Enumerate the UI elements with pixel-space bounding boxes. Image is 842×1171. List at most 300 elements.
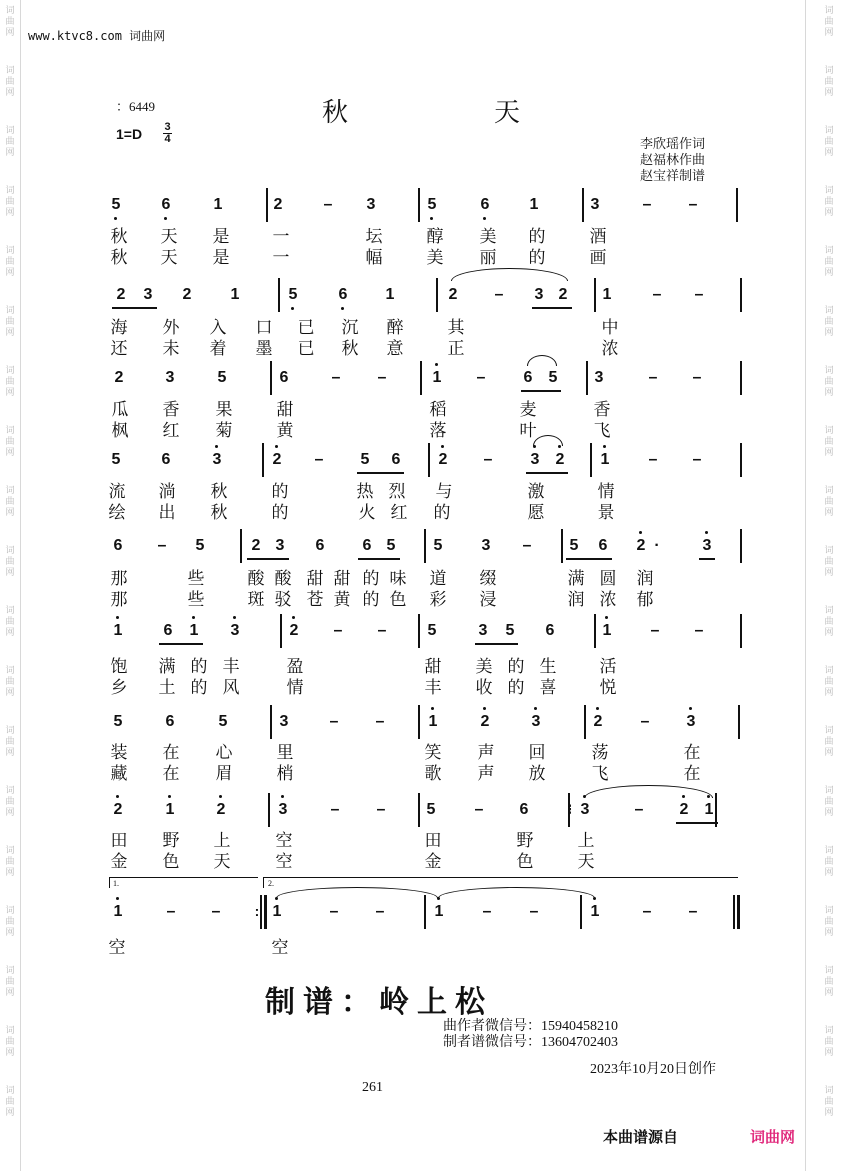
- lyric-char: 梢: [276, 764, 294, 784]
- note: 2: [553, 451, 567, 469]
- note: 6: [163, 622, 173, 639]
- beam: [521, 390, 561, 392]
- watermark-text: 词 曲 网: [5, 306, 15, 338]
- watermark-text: 词 曲 网: [5, 1086, 15, 1118]
- lyric-char: 墨: [255, 339, 273, 359]
- watermark-text: 词 曲 网: [824, 906, 834, 938]
- note: ·: [654, 537, 660, 554]
- composer-wechat: 曲作者微信号：15940458210: [443, 1019, 618, 1034]
- barline: [436, 278, 438, 312]
- note: 3: [228, 622, 242, 640]
- barline: [733, 895, 735, 929]
- barline: [740, 361, 742, 395]
- barline: [262, 443, 264, 477]
- watermark-text: 词 曲 网: [5, 6, 15, 38]
- note: 2: [287, 622, 301, 640]
- slur: [584, 785, 713, 798]
- watermark-text: 词 曲 网: [824, 726, 834, 758]
- note: –: [375, 903, 385, 920]
- barline: [270, 705, 272, 739]
- lyric-char: 热: [356, 482, 374, 502]
- lyric-char: 海: [110, 318, 128, 338]
- note: 5: [218, 713, 228, 730]
- watermark-text: 词 曲 网: [824, 6, 834, 38]
- lyric-char: 美: [479, 227, 497, 247]
- lyric-char: 浓: [601, 339, 619, 359]
- song-title-left: 秋: [322, 98, 349, 128]
- lyric-char: 圆: [599, 569, 617, 589]
- lyric-char: 外: [162, 318, 180, 338]
- beam: [358, 558, 400, 560]
- lyric-char: 愿: [527, 503, 545, 523]
- credit-lyricist: 李欣瑶作词: [640, 137, 706, 152]
- barline: [428, 443, 430, 477]
- page-number: 261: [362, 1080, 383, 1095]
- beam: [247, 558, 289, 560]
- lyric-char: 笑: [424, 743, 442, 763]
- barline: [424, 895, 426, 929]
- note: 3: [366, 196, 376, 213]
- note: 1: [187, 622, 201, 640]
- lyric-char: 郁: [636, 590, 654, 610]
- lyric-char: 荡: [591, 743, 609, 763]
- lyric-char: 丰: [222, 657, 240, 677]
- lyric-char: 与: [435, 482, 453, 502]
- volta-2-label: 2.: [268, 879, 274, 888]
- lyric-char: 那: [110, 590, 128, 610]
- song-title-right: 天: [494, 98, 521, 128]
- lyric-char: 一: [272, 227, 290, 247]
- lyric-char: 润: [636, 569, 654, 589]
- lyric-char: 空: [271, 938, 289, 958]
- note: –: [642, 196, 652, 213]
- site-header[interactable]: www.ktvc8.com 词曲网: [28, 29, 166, 43]
- lyric-char: 还: [110, 339, 128, 359]
- lyric-char: 的: [271, 503, 289, 523]
- lyric-char: 那: [110, 569, 128, 589]
- lyric-char: 叶: [519, 421, 537, 441]
- note: 1: [111, 903, 125, 921]
- note: 5: [113, 713, 123, 730]
- barline: [586, 361, 588, 395]
- slur: [527, 355, 557, 366]
- note: 6: [478, 196, 492, 214]
- note: 1: [230, 286, 240, 303]
- lyric-char: 丽: [479, 248, 497, 268]
- lyric-char: 歌: [424, 764, 442, 784]
- lyric-char: 的: [528, 227, 546, 247]
- note: 2: [677, 801, 691, 819]
- watermark-text: 词 曲 网: [5, 666, 15, 698]
- lyric-char: 一: [272, 248, 290, 268]
- note: –: [329, 713, 339, 730]
- note: –: [377, 369, 387, 386]
- lyric-char: 情: [286, 678, 304, 698]
- lyric-char: 甜: [424, 657, 442, 677]
- watermark-text: 词 曲 网: [5, 426, 15, 458]
- lyric-char: 甜: [306, 569, 324, 589]
- watermark-text: 词 曲 网: [824, 666, 834, 698]
- lyric-char: 斑: [247, 590, 265, 610]
- lyric-char: 酒: [589, 227, 607, 247]
- lyric-char: 乡: [110, 678, 128, 698]
- note: –: [157, 537, 167, 554]
- watermark-text: 词 曲 网: [824, 1086, 834, 1118]
- watermark-text: 词 曲 网: [5, 906, 15, 938]
- lyric-char: 丰: [424, 678, 442, 698]
- lyric-char: 的: [190, 678, 208, 698]
- note: 2: [273, 196, 283, 213]
- lyric-char: 声: [477, 764, 495, 784]
- barline: [240, 529, 242, 563]
- note: 6: [159, 196, 173, 214]
- note: –: [694, 286, 704, 303]
- lyric-char: 活: [599, 657, 617, 677]
- note: 2: [558, 286, 568, 303]
- note: 3: [478, 622, 488, 639]
- lyric-char: 的: [362, 590, 380, 610]
- lyric-char: 出: [158, 503, 176, 523]
- lyric-char: 画: [589, 248, 607, 268]
- watermark-text: 词 曲 网: [824, 846, 834, 878]
- lyric-char: 野: [516, 831, 534, 851]
- credit-composer: 赵福林作曲: [640, 153, 706, 168]
- lyric-char: 色: [516, 852, 534, 872]
- lyric-char: 坛: [365, 227, 383, 247]
- lyric-char: 秋: [110, 248, 128, 268]
- lyric-char: 菊: [215, 421, 233, 441]
- lyric-char: 黄: [333, 590, 351, 610]
- lyric-char: 已: [297, 318, 315, 338]
- watermark-text: 词 曲 网: [824, 366, 834, 398]
- note: 3: [534, 286, 544, 303]
- barline: [278, 278, 280, 312]
- arranger-wechat: 制者谱微信号：13604702403: [443, 1035, 618, 1050]
- note: 6: [336, 286, 350, 304]
- lyric-char: 甜: [333, 569, 351, 589]
- lyric-char: 美: [426, 248, 444, 268]
- note: 2: [111, 801, 125, 819]
- watermark-text: 词 曲 网: [824, 66, 834, 98]
- lyric-char: 在: [162, 743, 180, 763]
- lyric-char: 风: [222, 678, 240, 698]
- note: 3: [590, 196, 600, 213]
- barline: [738, 705, 740, 739]
- lyric-char: 的: [528, 248, 546, 268]
- note: 2: [448, 286, 458, 303]
- barline: [418, 614, 420, 648]
- credit-arranger: 赵宝祥制谱: [640, 169, 706, 184]
- beam: [475, 643, 518, 645]
- lyric-char: 幅: [365, 248, 383, 268]
- note: 3: [700, 537, 714, 555]
- note: –: [211, 903, 221, 920]
- note: 2: [436, 451, 450, 469]
- note: 3: [279, 713, 289, 730]
- note: 5: [286, 286, 300, 304]
- watermark-text: 词 曲 网: [5, 846, 15, 878]
- note: 1: [270, 903, 284, 921]
- volta-1-label: 1.: [113, 879, 119, 888]
- lyric-char: 红: [390, 503, 408, 523]
- note: 3: [684, 713, 698, 731]
- watermark-text: 词 曲 网: [5, 606, 15, 638]
- note: –: [640, 713, 650, 730]
- lyric-char: 瓜: [111, 400, 129, 420]
- note: 3: [210, 451, 224, 469]
- lyric-char: 果: [215, 400, 233, 420]
- lyric-char: 彩: [429, 590, 447, 610]
- note: 3: [165, 369, 175, 386]
- watermark-text: 词 曲 网: [5, 786, 15, 818]
- lyric-char: 美: [475, 657, 493, 677]
- lyric-char: 田: [110, 831, 128, 851]
- time-top: 3: [164, 121, 171, 133]
- note: –: [474, 801, 484, 818]
- right-margin-line: [805, 0, 806, 1171]
- lyric-char: 空: [275, 831, 293, 851]
- lyric-char: 红: [162, 421, 180, 441]
- barline: [740, 278, 742, 312]
- lyric-char: 天: [577, 852, 595, 872]
- note: 5: [109, 196, 123, 214]
- lyric-char: 土: [158, 678, 176, 698]
- note: –: [482, 903, 492, 920]
- watermark-text: 词 曲 网: [824, 246, 834, 278]
- note: –: [375, 713, 385, 730]
- lyric-char: 的: [362, 569, 380, 589]
- barline: [260, 895, 262, 929]
- note: 5: [195, 537, 205, 554]
- watermark-text: 词 曲 网: [824, 306, 834, 338]
- source-site-link[interactable]: 词曲网: [750, 1128, 796, 1146]
- note: –: [688, 903, 698, 920]
- watermark-text: 词 曲 网: [5, 366, 15, 398]
- note: 5: [217, 369, 227, 386]
- lyric-char: 秋: [110, 227, 128, 247]
- note: –: [483, 451, 493, 468]
- lyric-char: 情: [597, 482, 615, 502]
- lyric-char: 麦: [519, 400, 537, 420]
- note: 1: [588, 903, 602, 921]
- note: –: [476, 369, 486, 386]
- note: 3: [481, 537, 491, 554]
- source-label: 本曲谱源自: [603, 1128, 679, 1146]
- slur: [533, 435, 563, 446]
- lyric-char: 流: [108, 482, 126, 502]
- note: –: [329, 903, 339, 920]
- note: 6: [362, 537, 372, 554]
- barline: [418, 188, 420, 222]
- lyric-char: 稻: [429, 400, 447, 420]
- watermark-text: 词 曲 网: [824, 546, 834, 578]
- note: 1: [529, 196, 539, 213]
- note: 1: [111, 622, 125, 640]
- note: 1: [213, 196, 223, 213]
- lyric-char: 上: [213, 831, 231, 851]
- lyric-char: 金: [424, 852, 442, 872]
- lyric-char: 些: [187, 590, 205, 610]
- note: 1: [702, 801, 716, 819]
- lyric-char: 里: [276, 743, 294, 763]
- barline: [715, 793, 717, 827]
- lyric-char: 回: [528, 743, 546, 763]
- lyric-char: 的: [433, 503, 451, 523]
- lyric-char: 些: [187, 569, 205, 589]
- note: 2: [270, 451, 284, 469]
- note: 6: [523, 369, 533, 386]
- lyric-char: 是: [212, 227, 230, 247]
- note: 1: [426, 713, 440, 731]
- note: 6: [391, 451, 401, 468]
- beam: [566, 558, 612, 560]
- barline: [580, 895, 582, 929]
- note: –: [331, 369, 341, 386]
- lyric-char: 香: [593, 400, 611, 420]
- note: 5: [425, 196, 439, 214]
- barline: [594, 614, 596, 648]
- lyric-char: 满: [567, 569, 585, 589]
- lyric-char: 色: [162, 852, 180, 872]
- note: –: [634, 801, 644, 818]
- barline: [740, 529, 742, 563]
- creation-date: 2023年10月20日创作: [590, 1062, 716, 1077]
- arranger-stamp: 制谱：岭上松: [265, 985, 493, 1020]
- note: 5: [505, 622, 515, 639]
- lyric-char: 激: [527, 482, 545, 502]
- left-margin-line: [20, 0, 21, 1171]
- note: 5: [548, 369, 558, 386]
- note: 5: [426, 801, 436, 818]
- lyric-char: 天: [160, 248, 178, 268]
- barline: [268, 793, 270, 827]
- lyric-char: 秋: [210, 482, 228, 502]
- lyric-char: 藏: [110, 764, 128, 784]
- lyric-char: 喜: [539, 678, 557, 698]
- barline: [584, 705, 586, 739]
- note: –: [692, 369, 702, 386]
- barline: [280, 614, 282, 648]
- song-code: ：6449: [116, 99, 156, 114]
- lyric-char: 的: [507, 678, 525, 698]
- watermark-text: 词 曲 网: [824, 1026, 834, 1058]
- watermark-text: 词 曲 网: [5, 546, 15, 578]
- watermark-text: 词 曲 网: [5, 186, 15, 218]
- lyric-char: 金: [110, 852, 128, 872]
- note: 6: [165, 713, 175, 730]
- barline-thick: [264, 895, 267, 929]
- lyric-char: 空: [275, 852, 293, 872]
- note: 1: [430, 369, 444, 387]
- beam: [357, 472, 404, 474]
- note: 2: [182, 286, 192, 303]
- lyric-char: 其: [447, 318, 465, 338]
- note: –: [648, 451, 658, 468]
- lyric-char: 上: [577, 831, 595, 851]
- note: 1: [602, 286, 612, 303]
- lyric-char: 在: [162, 764, 180, 784]
- lyric-char: 在: [683, 764, 701, 784]
- lyric-char: 生: [539, 657, 557, 677]
- lyric-char: 缀: [479, 569, 497, 589]
- lyric-char: 绘: [108, 503, 126, 523]
- lyric-char: 甜: [276, 400, 294, 420]
- note: 1: [385, 286, 395, 303]
- note: 5: [427, 622, 437, 639]
- lyric-char: 景: [597, 503, 615, 523]
- barline: [424, 529, 426, 563]
- watermark-text: 词 曲 网: [824, 426, 834, 458]
- lyric-char: 黄: [276, 421, 294, 441]
- note: 6: [315, 537, 325, 554]
- note: –: [166, 903, 176, 920]
- watermark-text: 词 曲 网: [5, 1026, 15, 1058]
- lyric-char: 酸: [247, 569, 265, 589]
- lyric-char: 淌: [158, 482, 176, 502]
- lyric-char: 苍: [306, 590, 324, 610]
- lyric-char: 放: [528, 764, 546, 784]
- lyric-char: 道: [429, 569, 447, 589]
- lyric-char: 着: [209, 339, 227, 359]
- lyric-char: 醉: [386, 318, 404, 338]
- note: –: [333, 622, 343, 639]
- lyric-char: 的: [271, 482, 289, 502]
- lyric-char: 饱: [110, 657, 128, 677]
- note: ⁝: [567, 801, 573, 817]
- barline: [582, 188, 584, 222]
- note: 1: [432, 903, 446, 921]
- lyric-char: 枫: [111, 421, 129, 441]
- watermark-text: 词 曲 网: [824, 126, 834, 158]
- barline: [590, 443, 592, 477]
- note: –: [688, 196, 698, 213]
- note: –: [323, 196, 333, 213]
- lyric-char: 满: [158, 657, 176, 677]
- note: 6: [545, 622, 555, 639]
- tie: [276, 887, 438, 898]
- note: –: [650, 622, 660, 639]
- watermark-text: 词 曲 网: [5, 246, 15, 278]
- lyric-char: 秋: [210, 503, 228, 523]
- lyric-char: 浓: [599, 590, 617, 610]
- lyric-char: 悦: [599, 678, 617, 698]
- note: 2: [251, 537, 261, 554]
- lyric-char: 味: [389, 569, 407, 589]
- volta-1: [109, 877, 258, 888]
- note: 3: [275, 537, 285, 554]
- note: 3: [143, 286, 153, 303]
- note: 3: [578, 801, 592, 819]
- lyric-char: 驳: [274, 590, 292, 610]
- lyric-char: 是: [212, 248, 230, 268]
- lyric-char: 未: [162, 339, 180, 359]
- time-signature: [163, 122, 172, 145]
- lyric-char: 意: [386, 339, 404, 359]
- lyric-char: 收: [475, 678, 493, 698]
- note: –: [642, 903, 652, 920]
- watermark-text: 词 曲 网: [824, 486, 834, 518]
- watermark-text: 词 曲 网: [824, 966, 834, 998]
- lyric-char: 在: [683, 743, 701, 763]
- note: 1: [600, 622, 614, 640]
- note: –: [652, 286, 662, 303]
- note: 3: [594, 369, 604, 386]
- note: 2: [634, 537, 648, 555]
- lyric-char: 入: [209, 318, 227, 338]
- lyric-char: 火: [358, 503, 376, 523]
- note: 5: [386, 537, 396, 554]
- repeat-dots: :: [254, 903, 260, 919]
